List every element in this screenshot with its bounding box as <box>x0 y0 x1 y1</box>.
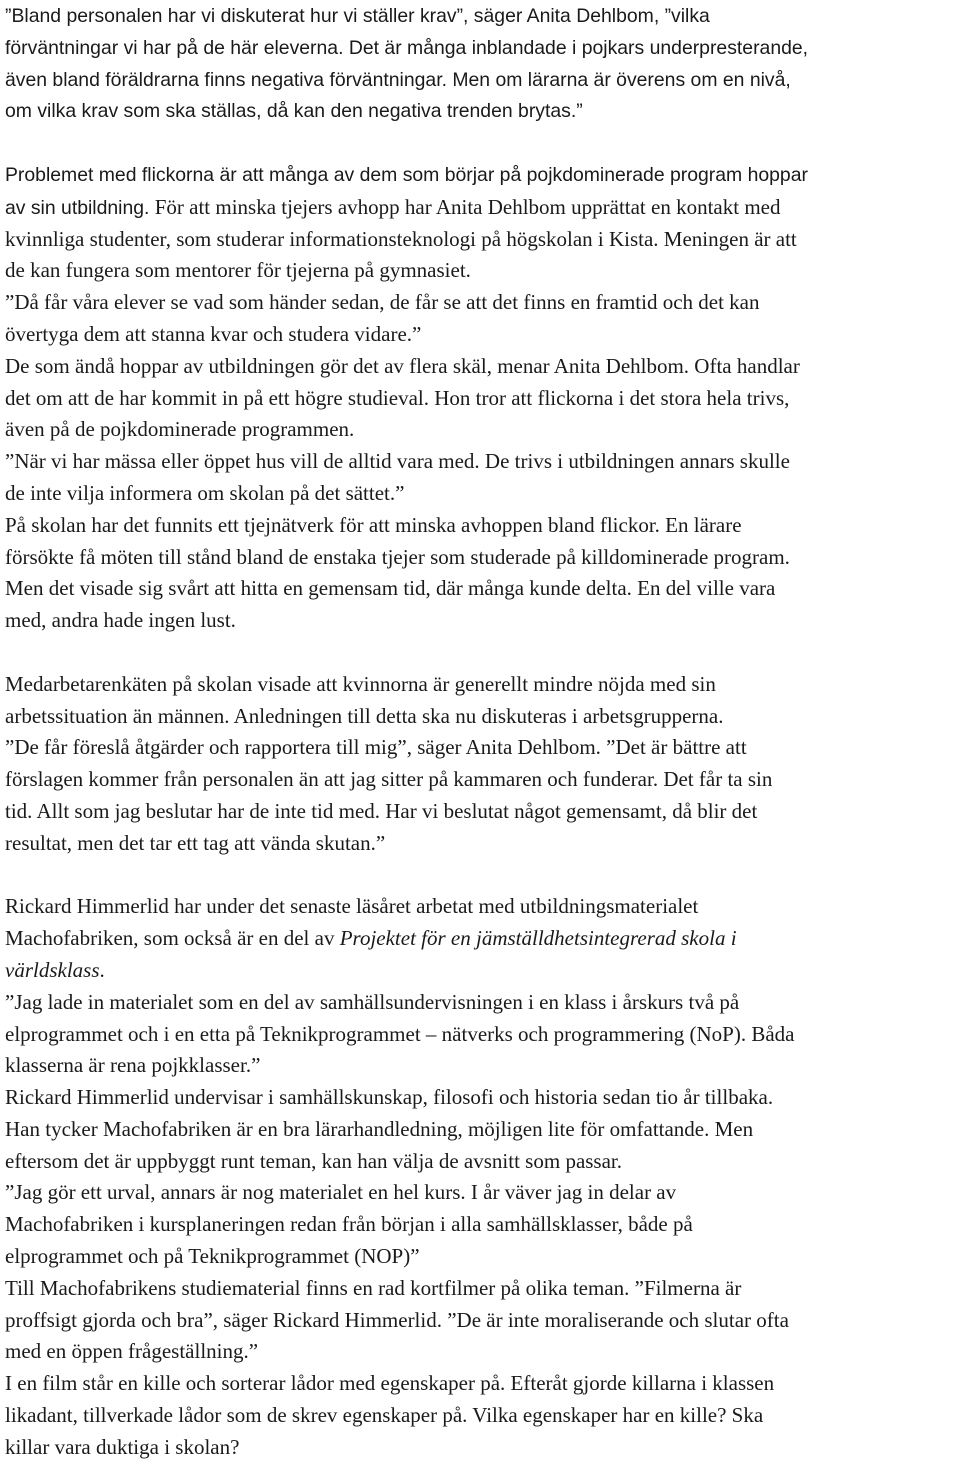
text-span: . <box>99 957 105 982</box>
paragraph-11-line-2: Han tycker Machofabriken är en bra lärarhandledning, möjligen lite för omfattande. Men <box>5 1116 754 1141</box>
paragraph-9-line-1: Rickard Himmerlid har under det senaste läsåret arbetat med utbildningsmaterialet <box>5 894 699 919</box>
paragraph-1-line-2: förväntningar vi har på de här eleverna. Det är många inblandade i pojkars underpresterande, <box>5 36 809 59</box>
blank-line <box>5 128 954 160</box>
paragraph-10-line-1: ”Jag lade in materialet som en del av samhällsundervisningen i en klass i årskurs två på <box>5 989 740 1014</box>
paragraph-11-line-1: Rickard Himmerlid undervisar i samhällskunskap, filosofi och historia sedan tio år tillbaka. <box>5 1085 774 1110</box>
paragraph-6-line-4: med, andra hade ingen lust. <box>5 608 236 633</box>
paragraph-12-line-3: elprogrammet och på Teknikprogrammet (NOP)” <box>5 1244 420 1269</box>
paragraph-11-line-3: eftersom det är uppbyggt runt teman, kan han välja de avsnitt som passar. <box>5 1148 623 1173</box>
project-title-italic: världsklass <box>5 957 100 982</box>
paragraph-14-line-2: likadant, tillverkade lådor som de skrev egenskaper på. Vilka egenskaper har en kille? Ska <box>5 1403 764 1428</box>
project-title-italic: Projektet för en jämställdhetsintegrerad skola i <box>339 926 737 951</box>
paragraph-7-line-2: arbetssituation än männen. Anledningen till detta ska nu diskuteras i arbetsgrupperna. <box>5 703 724 728</box>
paragraph-3-line-2: övertyga dem att stanna kvar och studera vidare.” <box>5 321 422 346</box>
text-span: Machofabriken, som också är en del av <box>5 926 340 951</box>
paragraph-1-line-4: om vilka krav som ska ställas, då kan den negativa trenden brytas.” <box>5 100 583 123</box>
paragraph-6-line-1: På skolan har det funnits ett tjejnätverk för att minska avhoppen bland flickor. En lärare <box>5 512 742 537</box>
paragraph-3-line-1: ”Då får våra elever se vad som händer sedan, de får se att det finns en framtid och det kan <box>5 290 760 315</box>
paragraph-4-line-1: De som ändå hoppar av utbildningen gör det av flera skäl, menar Anita Dehlbom. Ofta handlar <box>5 353 800 378</box>
paragraph-13-line-3: med en öppen frågeställning.” <box>5 1339 259 1364</box>
paragraph-9-line-2 <box>5 923 954 955</box>
paragraph-14-line-1: I en film står en kille och sorterar lådor med egenskaper på. Efteråt gjorde killarna i klassen <box>5 1371 775 1396</box>
paragraph-7-line-1: Medarbetarenkäten på skolan visade att kvinnorna är generellt mindre nöjda med sin <box>5 671 716 696</box>
blank-line <box>5 860 954 892</box>
paragraph-8-line-2: förslagen kommer från personalen än att jag sitter på kammaren och funderar. Det får ta sin <box>5 767 773 792</box>
paragraph-10-line-2: elprogrammet och i en etta på Teknikprogrammet – nätverks och programmering (NoP). Båda <box>5 1021 795 1046</box>
paragraph-2-line-4: de kan fungera som mentorer för tjejerna på gymnasiet. <box>5 258 471 283</box>
paragraph-12-line-1: ”Jag gör ett urval, annars är nog materialet en hel kurs. I år väver jag in delar av <box>5 1180 677 1205</box>
paragraph-13-line-2: proffsigt gjorda och bra”, säger Rickard Himmerlid. ”De är inte moraliserande och slutar ofta <box>5 1307 789 1332</box>
blank-line <box>5 637 954 669</box>
paragraph-10-line-3: klasserna är rena pojkklasser.” <box>5 1053 261 1078</box>
paragraph-13-line-1: Till Machofabrikens studiematerial finns en rad kortfilmer på olika teman. ”Filmerna är <box>5 1275 742 1300</box>
paragraph-1-line-1: ”Bland personalen har vi diskuterat hur vi ställer krav”, säger Anita Dehlbom, ”vilka <box>5 5 710 27</box>
paragraph-2-line-3: kvinnliga studenter, som studerar informationsteknologi på högskolan i Kista. Meningen är att <box>5 226 797 251</box>
paragraph-6-line-2: försökte få möten till stånd bland de enstaka tjejer som studerade på killdominerade program. <box>5 544 790 569</box>
paragraph-12-line-2: Machofabriken i kursplaneringen redan från början i alla samhällsklasser, både på <box>5 1212 693 1237</box>
paragraph-4-line-3: även på de pojkdominerade programmen. <box>5 417 355 442</box>
paragraph-9-line-3 <box>5 955 954 987</box>
paragraph-1-line-3: även bland föräldrarna finns negativa förväntningar. Men om lärarna är överens om en nivå, <box>5 68 791 91</box>
paragraph-6-line-3: Men det visade sig svårt att hitta en gemensam tid, där många kunde delta. En del ville vara <box>5 576 776 601</box>
text-span: För att minska tjejers avhopp har Anita Dehlbom upprättat en kontakt med <box>149 194 781 219</box>
paragraph-14-line-3: killar vara duktiga i skolan? <box>5 1434 240 1459</box>
paragraph-5-line-1: ”När vi har mässa eller öppet hus vill de alltid vara med. De trivs i utbildningen annars skulle <box>5 449 790 474</box>
text-span: av sin utbildning. <box>5 196 150 219</box>
paragraph-2-line-2 <box>5 192 954 224</box>
paragraph-2-line-1: Problemet med flickorna är att många av dem som börjar på pojkdominerade program hoppar <box>5 163 808 186</box>
paragraph-8-line-4: resultat, men det tar ett tag att vända skutan.” <box>5 830 386 855</box>
paragraph-4-line-2: det om att de har kommit in på ett högre studieval. Hon tror att flickorna i det stora hela trivs, <box>5 385 790 410</box>
paragraph-5-line-2: de inte vilja informera om skolan på det sättet.” <box>5 480 405 505</box>
paragraph-8-line-3: tid. Allt som jag beslutar har de inte tid med. Har vi beslutat något gemensamt, då blir det <box>5 798 758 823</box>
paragraph-8-line-1: ”De får föreslå åtgärder och rapportera till mig”, säger Anita Dehlbom. ”Det är bättre att <box>5 735 747 760</box>
